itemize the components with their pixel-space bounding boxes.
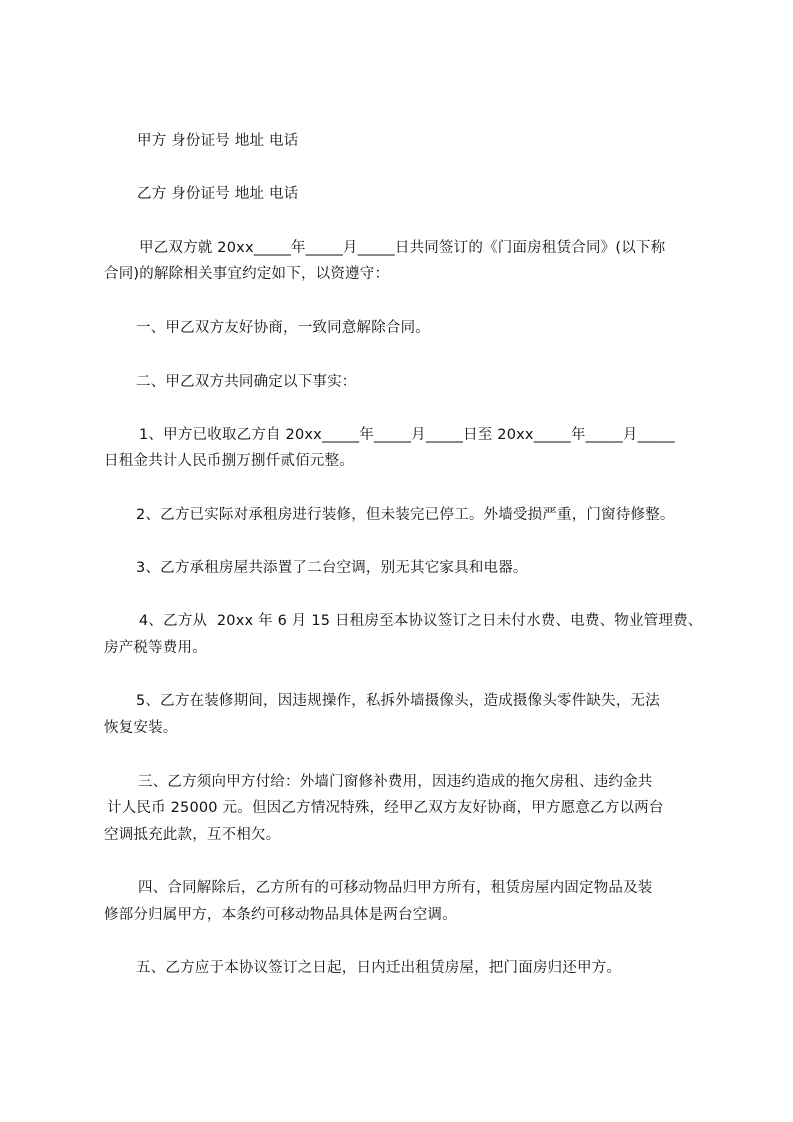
clause-4-line-2: 修部分归属甲方，本条约可移动物品具体是两台空调。 xyxy=(104,907,457,923)
fact-3: 3、乙方承租房屋共添置了二台空调，别无其它家具和电器。 xyxy=(136,560,528,576)
fact-5-line-1: 5、乙方在装修期间，因违规操作，私拆外墙摄像头，造成摄像头零件缺失，无法 xyxy=(136,693,660,709)
party-a-line: 甲方 身份证号 地址 电话 xyxy=(137,133,299,149)
fact-2: 2、乙方已实际对承租房进行装修，但未装完已停工。外墙受损严重，门窗待修整。 xyxy=(136,507,675,523)
clause-3-line-1: 三、乙方须向甲方付给：外墙门窗修补费用，因违约造成的拖欠房租、违约金共 xyxy=(138,774,653,790)
clause-3-line-3: 空调抵充此款，互不相欠。 xyxy=(104,827,281,843)
clause-5: 五、乙方应于本协议签订之日起，日内迁出租赁房屋，把门面房归还甲方。 xyxy=(136,960,622,976)
fact-1-line-2: 日租金共计人民币捌万捌仟贰佰元整。 xyxy=(104,453,354,469)
clause-2: 二、甲乙双方共同确定以下事实： xyxy=(136,374,357,390)
fact-1-line-1: 1、甲方已收取乙方自 20xx_____年_____月_____日至 20xx_____年_____月_____ xyxy=(139,427,675,443)
intro-line-1: 甲乙双方就 20xx_____年_____月_____日共同签订的《门面房租赁合同》(以下称 xyxy=(139,240,666,256)
fact-5-line-2: 恢复安装。 xyxy=(104,720,178,736)
clause-1: 一、甲乙双方友好协商，一致同意解除合同。 xyxy=(136,320,430,336)
clause-4-line-1: 四、合同解除后，乙方所有的可移动物品归甲方所有，租赁房屋内固定物品及装 xyxy=(138,880,653,896)
fact-4-line-1: 4、乙方从 20xx 年 6 月 15 日租房至本协议签订之日未付水费、电费、物业管理费、 xyxy=(139,613,703,629)
clause-3-line-2: 计人民币 25000 元。但因乙方情况特殊，经甲乙双方友好协商，甲方愿意乙方以两台 xyxy=(107,800,664,816)
intro-line-2: 合同)的解除相关事宜约定如下，以资遵守： xyxy=(104,266,390,282)
fact-4-line-2: 房产税等费用。 xyxy=(104,640,207,656)
party-b-line: 乙方 身份证号 地址 电话 xyxy=(137,186,299,202)
